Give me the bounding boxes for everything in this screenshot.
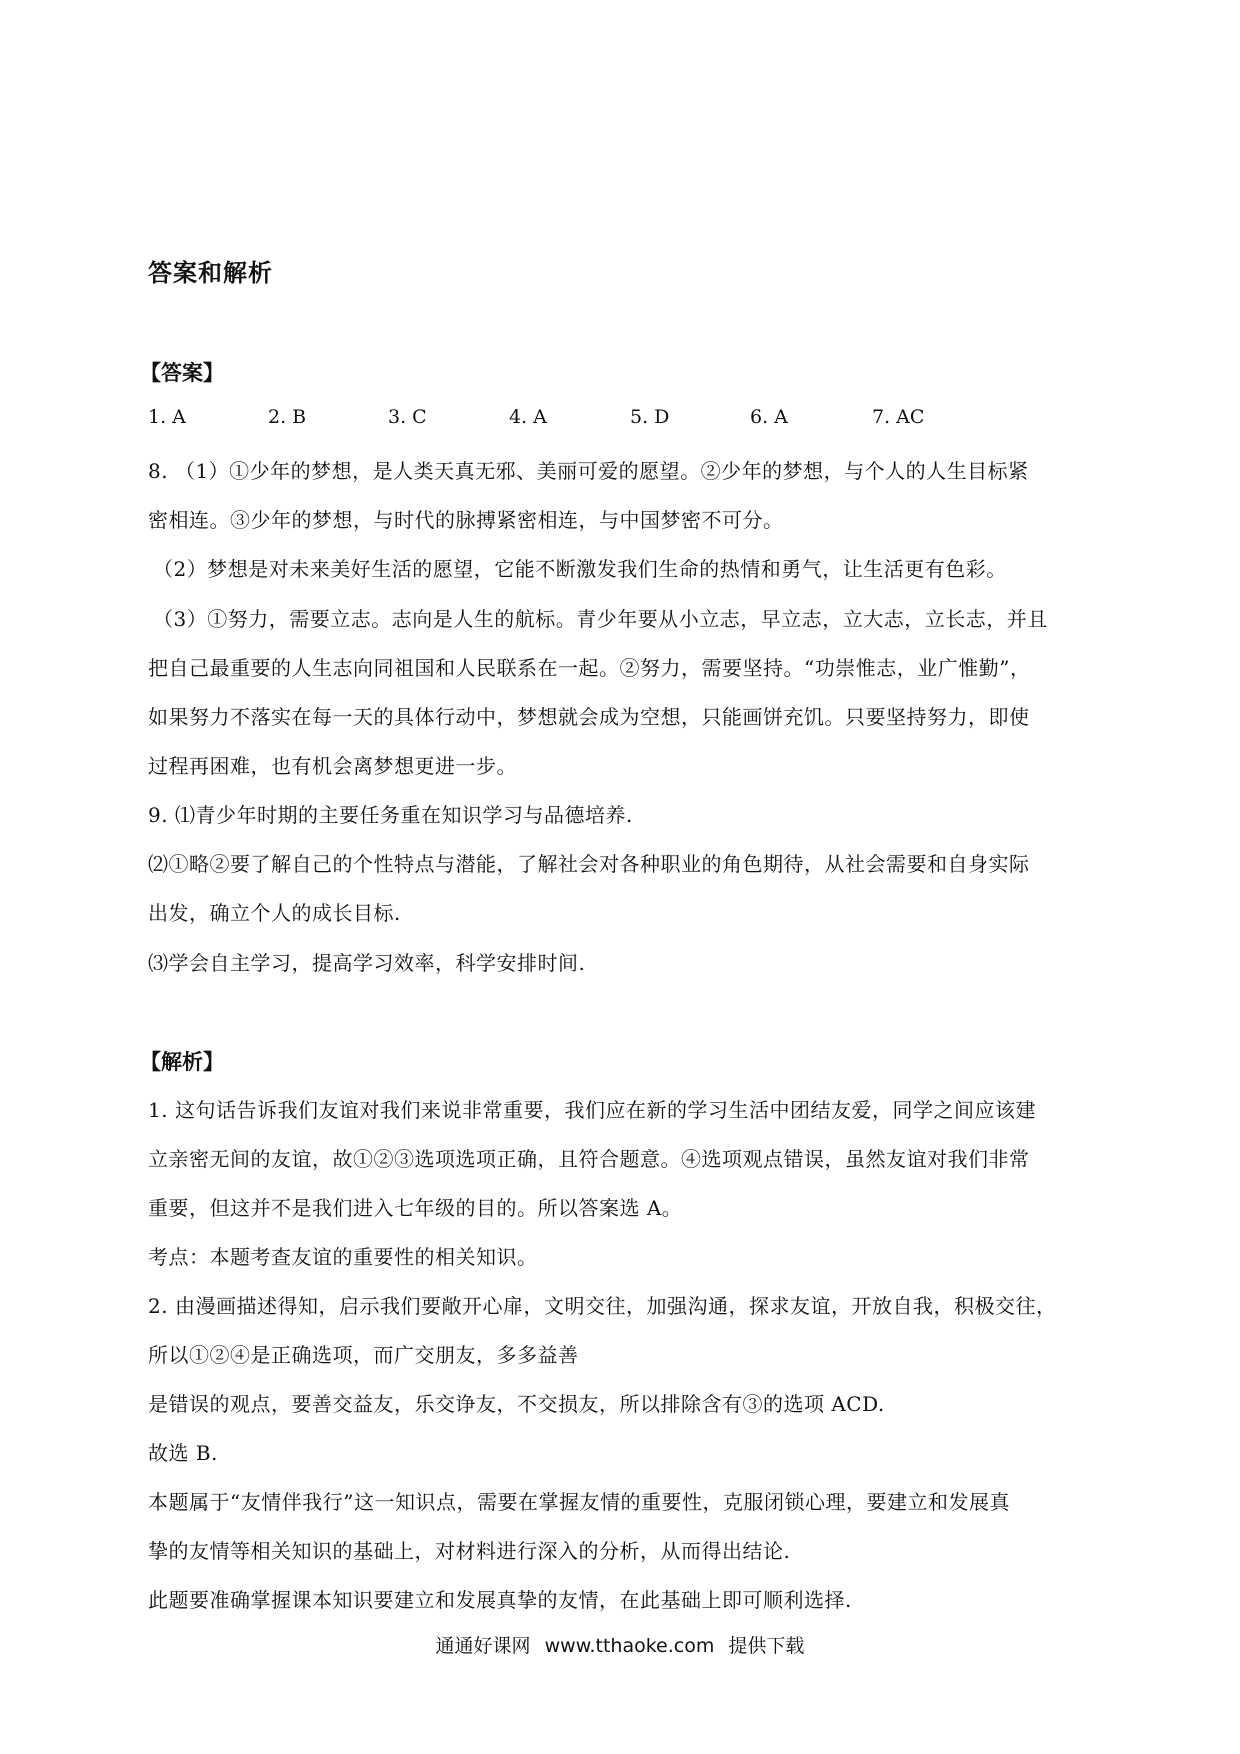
- choice-answers-row: [148, 406, 948, 436]
- analysis-line: 所以①②④是正确选项，而广交朋友，多多益善: [148, 1343, 579, 1367]
- analysis-line: 本题属于“友情伴我行”这一知识点，需要在掌握友情的重要性，克服闭锁心理，要建立和发展真: [148, 1490, 1010, 1514]
- answers-heading: 【答案】: [140, 361, 224, 385]
- answer-line: ⑶学会自主学习，提高学习效率，科学安排时间.: [148, 951, 586, 975]
- answer-line: （2）梦想是对未来美好生活的愿望，它能不断激发我们生命的热情和勇气，让生活更有色彩。: [153, 557, 1007, 581]
- analysis-line: 挚的友情等相关知识的基础上，对材料进行深入的分析，从而得出结论.: [148, 1539, 791, 1563]
- analysis-line: 2. 由漫画描述得知，启示我们要敞开心扉，文明交往，加强沟通，探求友谊，开放自我，积极交往，: [148, 1294, 1057, 1318]
- analysis-line: 故选 B.: [148, 1441, 218, 1465]
- analysis-line: 重要，但这并不是我们进入七年级的目的。所以答案选 A。: [148, 1196, 683, 1220]
- choice-answer: 3. C: [388, 406, 427, 428]
- choice-answer: 6. A: [750, 406, 788, 428]
- answer-line: （3）①努力，需要立志。志向是人生的航标。青少年要从小立志，早立志，立大志，立长志，并且: [153, 607, 1048, 631]
- choice-answer: 5. D: [630, 406, 670, 428]
- analysis-line: 立亲密无间的友谊，故①②③选项选项正确，且符合题意。④选项观点错误，虽然友谊对我们非常: [148, 1147, 1030, 1171]
- answer-line: 8. （1）①少年的梦想，是人类天真无邪、美丽可爱的愿望。②少年的梦想，与个人的人生目标紧: [148, 459, 1029, 483]
- footer-url: www.tthaoke.com: [544, 1635, 715, 1657]
- analysis-line: 是错误的观点，要善交益友，乐交诤友，不交损友，所以排除含有③的选项 ACD.: [148, 1392, 885, 1416]
- choice-answer: 7. AC: [872, 406, 925, 428]
- choice-answer: 4. A: [509, 406, 547, 428]
- answer-line: 把自己最重要的人生志向同祖国和人民联系在一起。②努力，需要坚持。“功崇惟志，业广惟勤”，: [148, 656, 1031, 680]
- answer-line: 9. ⑴青少年时期的主要任务重在知识学习与品德培养.: [148, 803, 633, 827]
- page-title: 答案和解析: [148, 259, 273, 287]
- answer-line: 如果努力不落实在每一天的具体行动中，梦想就会成为空想，只能画饼充饥。只要坚持努力，即使: [148, 705, 1030, 729]
- answer-line: ⑵①略②要了解自己的个性特点与潜能，了解社会对各种职业的角色期待，从社会需要和自身实际: [148, 852, 1030, 876]
- page-footer: [0, 1631, 1240, 1658]
- choice-answer: 2. B: [268, 406, 307, 428]
- answer-line: 密相连。③少年的梦想，与时代的脉搏紧密相连，与中国梦密不可分。: [148, 508, 784, 532]
- footer-site-name: 通通好课网: [435, 1635, 531, 1657]
- analysis-line: 1. 这句话告诉我们友谊对我们来说非常重要，我们应在新的学习生活中团结友爱，同学之间应该建: [148, 1098, 1036, 1122]
- answer-line: 出发，确立个人的成长目标.: [148, 901, 401, 925]
- analysis-line: 考点：本题考查友谊的重要性的相关知识。: [148, 1245, 538, 1269]
- analysis-heading: 【解析】: [140, 1050, 224, 1074]
- answer-line: 过程再困难，也有机会离梦想更进一步。: [148, 754, 517, 778]
- footer-suffix: 提供下载: [728, 1635, 805, 1657]
- analysis-line: 此题要准确掌握课本知识要建立和发展真挚的友情，在此基础上即可顺利选择.: [148, 1588, 852, 1612]
- choice-answer: 1. A: [148, 406, 186, 428]
